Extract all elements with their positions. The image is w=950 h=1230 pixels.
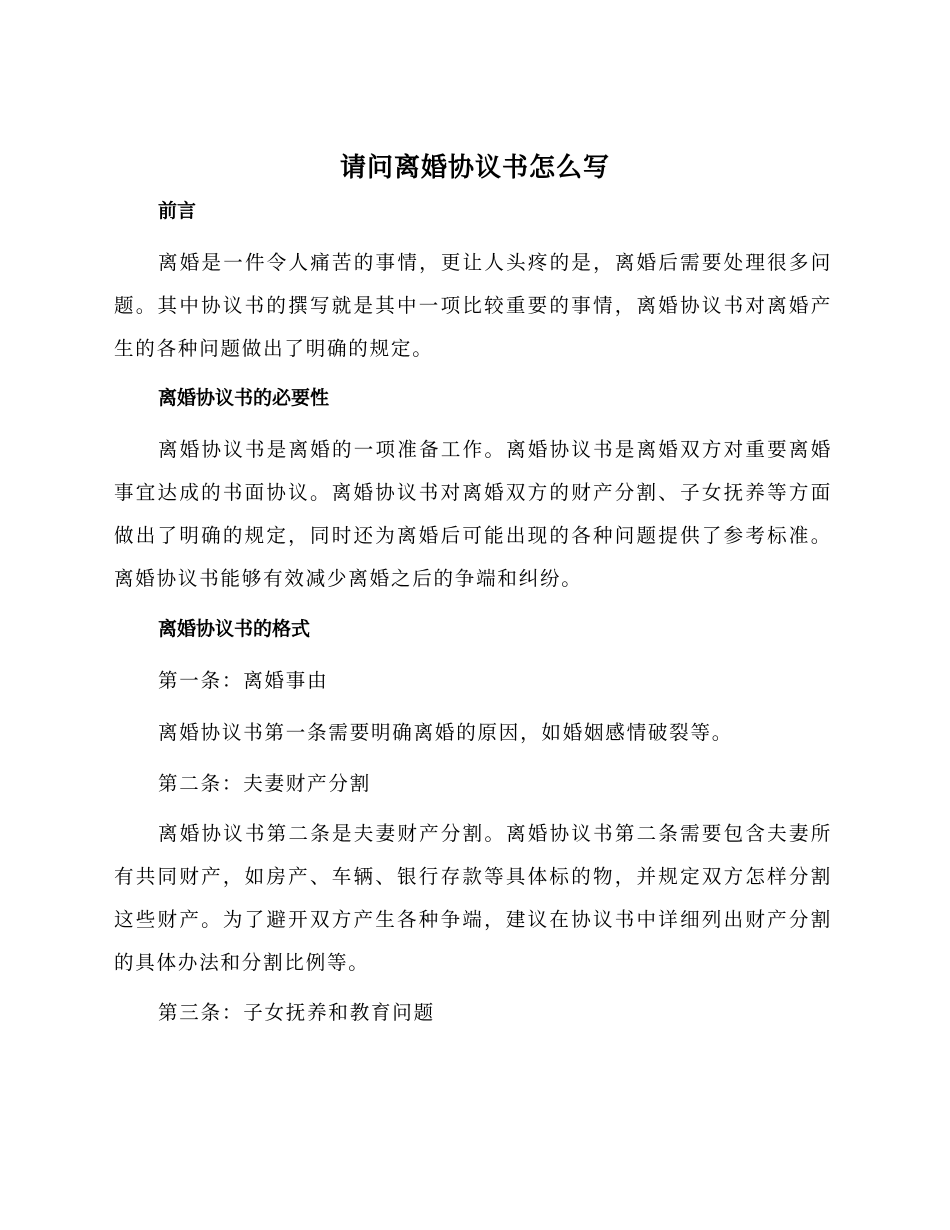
article-3-heading: 第三条：子女抚养和教育问题 <box>158 1001 435 1024</box>
section-heading-format: 离婚协议书的格式 <box>158 618 311 640</box>
article-1-description: 离婚协议书第一条需要明确离婚的原因，如婚姻感情破裂等。 <box>158 721 734 744</box>
paragraph-preface: 离婚是一件令人痛苦的事情，更让人头疼的是，离婚后需要处理很多问题。其中协议书的撰写就是其中一项比较重要的事情，离婚协议书对离婚产生的各种问题做出了明确的规定。 <box>114 251 832 360</box>
article-2-heading: 第二条：夫妻财产分割 <box>158 772 372 795</box>
document-title: 请问离婚协议书怎么写 <box>339 153 610 183</box>
article-2-description: 离婚协议书第二条是夫妻财产分割。离婚协议书第二条需要包含夫妻所有共同财产，如房产、车辆、银行存款等具体标的物，并规定双方怎样分割这些财产。为了避开双方产生各种争端，建议在协议书中详细列出财产分割的具体办法和分割比例等。 <box>114 822 832 974</box>
article-1-heading: 第一条：离婚事由 <box>158 669 329 692</box>
section-heading-necessity: 离婚协议书的必要性 <box>158 387 330 409</box>
section-heading-preface: 前言 <box>158 200 197 222</box>
paragraph-necessity: 离婚协议书是离婚的一项准备工作。离婚协议书是离婚双方对重要离婚事宜达成的书面协议。离婚协议书对离婚双方的财产分割、子女抚养等方面做出了明确的规定，同时还为离婚后可能出现的各种问题提供了参考标准。离婚协议书能够有效减少离婚之后的争端和纠纷。 <box>114 438 832 590</box>
